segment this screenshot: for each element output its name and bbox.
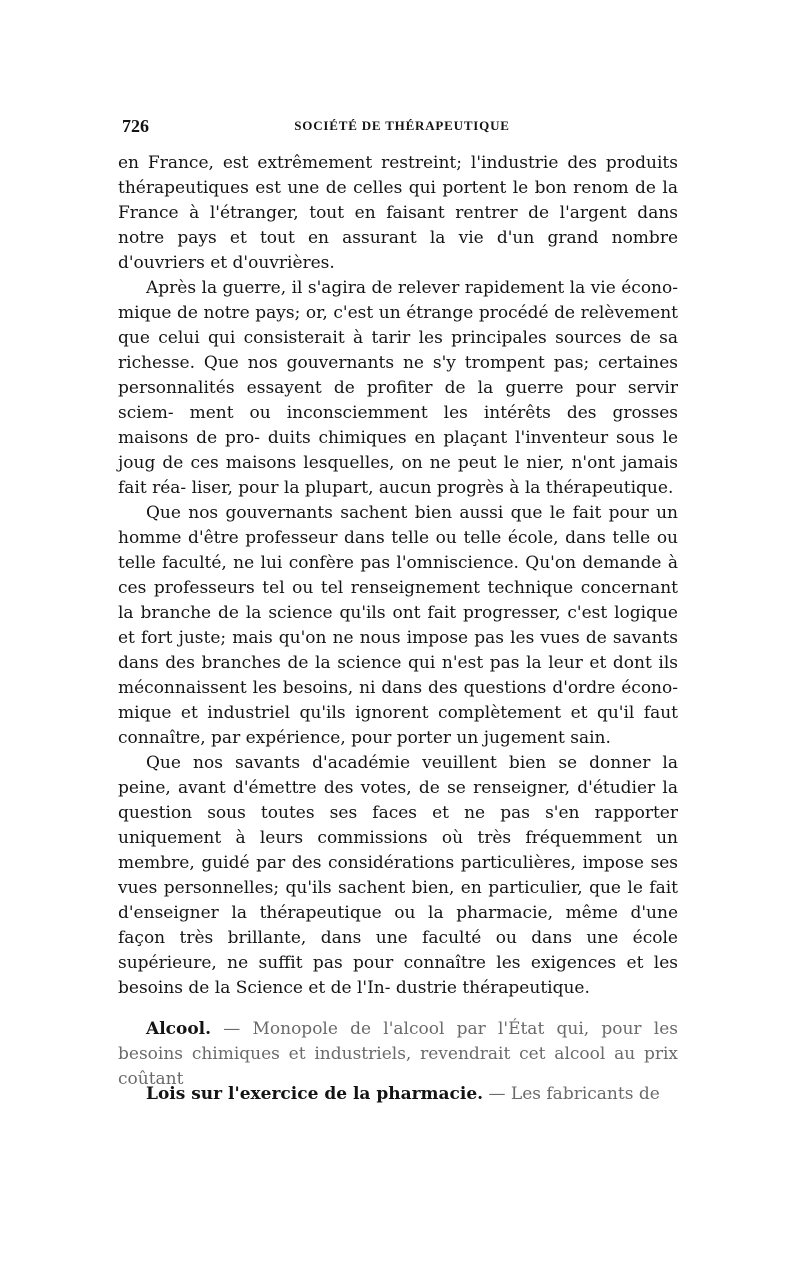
- page-number: 726: [122, 116, 149, 136]
- text-line: sous toutes ses faces et ne pas s'en rapporter uniquement à leurs: [118, 803, 678, 848]
- page-header: [122, 116, 682, 138]
- paragraph: [118, 751, 678, 1001]
- text-line: connaître les exigences et les besoins de la Science et de l'In-: [118, 953, 679, 998]
- text-line: duits chimiques en plaçant l'inventeur sous le joug de ces: [118, 428, 679, 473]
- text-line: homme d'être professeur dans telle ou telle école, dans telle: [118, 528, 651, 548]
- paragraph: [118, 276, 678, 501]
- text-line: à ces professeurs tel ou tel renseignement technique concernant: [118, 553, 678, 598]
- text-line: considérations particulières, impose ses vues personnelles;: [118, 853, 679, 898]
- lois-section: [118, 1082, 678, 1107]
- text-line: maisons lesquelles, on ne peut le nier, n'ont jamais fait réa-: [118, 453, 679, 498]
- text-line: liser, pour la plupart, aucun progrès à la thérapeutique.: [191, 478, 674, 498]
- text-line: dustrie thérapeutique.: [395, 978, 590, 998]
- text-line: commissions où très fréquemment un membre, guidé par des: [118, 828, 678, 873]
- text-line: dans une faculté ou dans une école supérieure, ne suffit pas pour: [118, 928, 678, 973]
- text-line: en France, est extrêmement restreint; l'industrie des produits: [118, 153, 678, 173]
- text-line: pays et tout en assurant la vie d'un grand nombre d'ouvriers et: [118, 228, 679, 273]
- section-text: — Les fabricants de: [483, 1084, 660, 1104]
- text-line: richesse. Que nos gouvernants ne s'y trompent pas; certaines: [118, 353, 678, 373]
- text-line: ou telle faculté, ne lui confère pas l'omniscience. Qu'on demande: [118, 528, 678, 573]
- paragraph: [118, 151, 678, 276]
- text-line: mique de notre pays; or, c'est un étrange procédé de relèvement: [118, 303, 678, 323]
- section-text: chimiques et industriels, revendrait cet alcool au prix coûtant: [118, 1044, 678, 1089]
- text-line: que celui qui consisterait à tarir les principales sources de sa: [118, 328, 678, 348]
- text-line: qu'ils sachent bien, en particulier, que le fait d'enseigner la: [118, 878, 679, 923]
- text-line: mique et industriel qu'ils ignorent complètement et qu'il faut: [118, 703, 678, 723]
- section-text: — Monopole de l'alcool par l'État qui, pour les besoins: [118, 1019, 678, 1064]
- text-line: et fort juste; mais qu'on ne nous impose pas les vues de savants: [118, 628, 678, 648]
- text-line: Que nos savants d'académie veuillent bien se donner la peine,: [118, 753, 678, 798]
- text-line: la branche de la science qu'ils ont fait progresser, c'est logique: [118, 603, 678, 623]
- paragraph: [118, 501, 678, 751]
- alcool-section: [118, 1017, 678, 1092]
- text-line: connaître, par expérience, pour porter un jugement sain.: [118, 728, 611, 748]
- text-line: Après la guerre, il s'agira de relever rapidement la vie écono-: [146, 278, 678, 298]
- text-line: d'ouvrières.: [232, 253, 335, 273]
- text-line: thérapeutique ou la pharmacie, même d'une façon très brillante,: [118, 903, 679, 948]
- section-heading: Lois sur l'exercice de la pharmacie.: [146, 1084, 484, 1104]
- text-line: Que nos gouvernants sachent bien aussi que le fait pour un: [146, 503, 678, 523]
- text-line: personnalités essayent de profiter de la guerre pour servir sciem-: [118, 378, 678, 423]
- running-title: SOCIÉTÉ DE THÉRAPEUTIQUE: [294, 118, 510, 133]
- text-line: France à l'étranger, tout en faisant rentrer de l'argent dans notre: [118, 203, 678, 248]
- text-line: dans des branches de la science qui n'est pas la leur et dont ils: [118, 653, 678, 673]
- text-line: ment ou inconsciemment les intérêts des grosses maisons de pro-: [118, 403, 678, 448]
- text-line: méconnaissent les besoins, ni dans des questions d'ordre écono-: [118, 678, 678, 698]
- body-text: [118, 151, 678, 1001]
- text-line: thérapeutiques est une de celles qui portent le bon renom de la: [118, 178, 678, 198]
- section-heading: Alcool.: [146, 1019, 212, 1039]
- text-line: avant d'émettre des votes, de se renseigner, d'étudier la question: [118, 778, 678, 823]
